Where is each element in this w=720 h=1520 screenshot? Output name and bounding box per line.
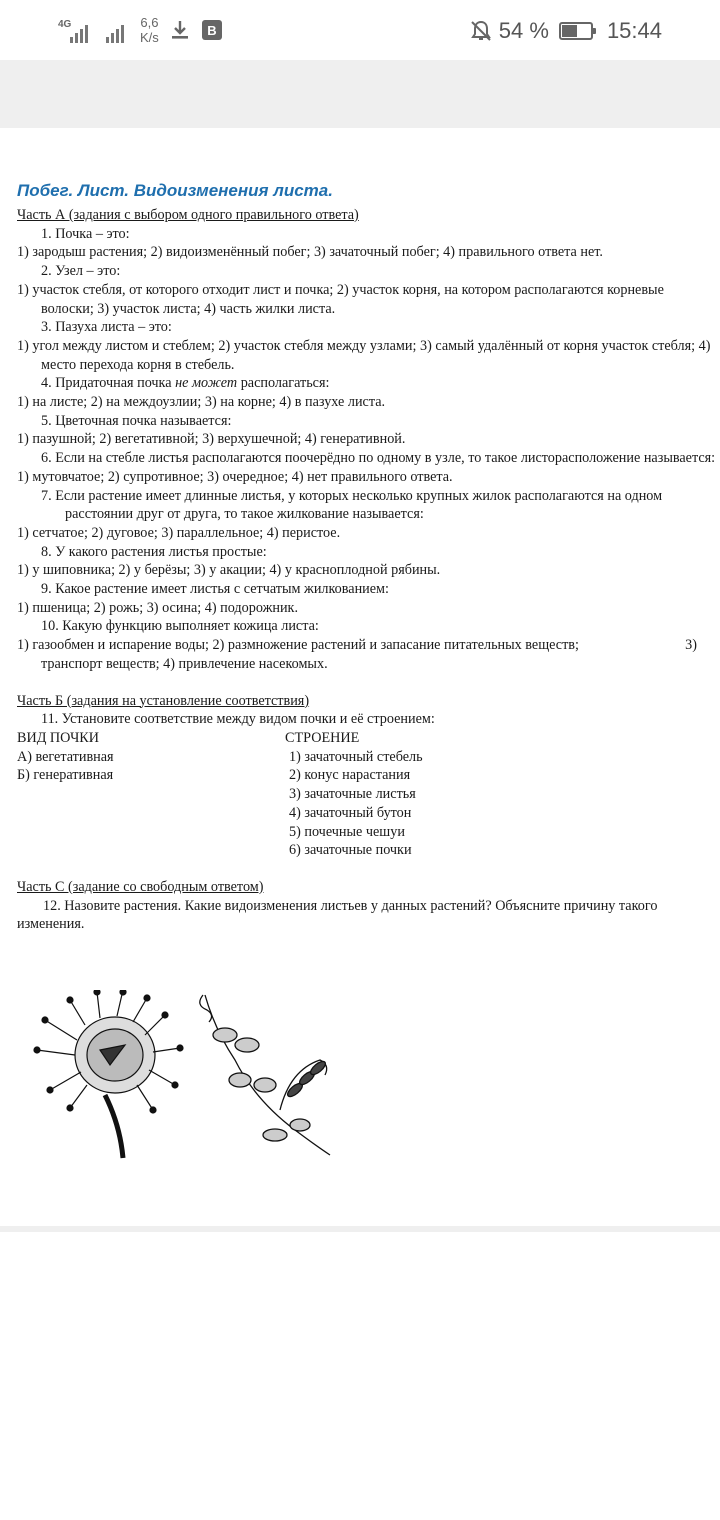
battery-percent: 54 % bbox=[498, 18, 549, 43]
question: 11. Установите соответствие между видом почки и её строением: bbox=[41, 711, 435, 728]
page-title: Побег. Лист. Видоизменения листа. bbox=[17, 181, 333, 200]
svg-text:B: B bbox=[207, 23, 217, 38]
answer-options: 1) участок стебля, от которого отходит лист и почка; 2) участок корня, на котором располагаются корневые волоски; 3) участок листа; 4) часть жилки листа. bbox=[17, 281, 664, 317]
signal-icon bbox=[58, 17, 94, 43]
part-a-heading: Часть А (задания с выбором одного правильного ответа) bbox=[17, 207, 359, 223]
part-b-heading: Часть Б (задания на установление соответствия) bbox=[17, 692, 310, 709]
list-item: Б) генеративная bbox=[17, 767, 114, 784]
question: 1. Почка – это: bbox=[41, 225, 130, 242]
question: 7. Если растение имеет длинные листья, у которых несколько крупных жилок располагаются на одном расстоянии друг от друга, то такое жилкование называется: bbox=[41, 487, 663, 523]
network-type: 4G bbox=[58, 19, 72, 30]
sundew-drawing bbox=[34, 990, 183, 1158]
question: 6. Если на стебле листья располагаются поочерёдно по одному в узле, то такое листорасположение называется: bbox=[41, 450, 716, 467]
battery-icon bbox=[559, 22, 593, 40]
question: 8. У какого растения листья простые: bbox=[41, 543, 267, 560]
list-item: 4) зачаточный бутон bbox=[289, 804, 412, 821]
list-item: 5) почечные чешуи bbox=[289, 823, 405, 840]
status-right bbox=[469, 14, 662, 48]
pea-tendril-drawing bbox=[200, 995, 330, 1155]
question: 2. Узел – это: bbox=[41, 263, 121, 280]
toolbar-area bbox=[0, 60, 720, 128]
plant-drawings bbox=[25, 990, 345, 1160]
column-header: СТРОЕНИЕ bbox=[285, 729, 360, 746]
bottom-divider bbox=[0, 1226, 720, 1232]
list-item: 2) конус нарастания bbox=[289, 767, 411, 784]
column-header: ВИД ПОЧКИ bbox=[17, 729, 100, 746]
structure-column bbox=[285, 729, 717, 860]
answer-options: 1) на листе; 2) на междоузлии; 3) на корне; 4) в пазухе листа. bbox=[17, 394, 386, 411]
question: 4. Придаточная почка не может располагаться: bbox=[41, 375, 330, 392]
signal-icon bbox=[104, 17, 130, 43]
status-left bbox=[58, 12, 223, 48]
question: 5. Цветочная почка называется: bbox=[41, 412, 232, 429]
worksheet-document bbox=[17, 180, 717, 934]
mute-icon bbox=[469, 19, 493, 43]
answer-options: 1) у шиповника; 2) у берёзы; 3) у акации; 4) у красноплодной рябины. bbox=[17, 562, 441, 579]
status-bar bbox=[0, 0, 720, 60]
answer-options: 1) пазушной; 2) вегетативной; 3) верхушечной; 4) генеративной. bbox=[17, 431, 406, 448]
question: 10. Какую функцию выполняет кожица листа: bbox=[41, 618, 319, 635]
question: 9. Какое растение имеет листья с сетчатым жилкованием: bbox=[41, 581, 389, 598]
matching-table bbox=[17, 729, 717, 860]
answer-options: 1) сетчатое; 2) дуговое; 3) параллельное; 4) перистое. bbox=[17, 524, 341, 541]
question: 12. Назовите растения. Какие видоизменения листьев у данных растений? Объясните причину такого изменения. bbox=[17, 897, 658, 933]
list-item: 6) зачаточные почки bbox=[289, 842, 412, 859]
answer-options: 1) угол между листом и стеблем; 2) участок стебля между узлами; 3) самый удалённый от корня участок стебля; 4) место перехода корня в стебель. bbox=[17, 337, 711, 373]
part-c-heading: Часть С (задание со свободным ответом) bbox=[17, 878, 264, 895]
answer-options: 1) зародыш растения; 2) видоизменённый побег; 3) зачаточный побег; 4) правильного ответа нет. bbox=[17, 244, 603, 261]
question: 3. Пазуха листа – это: bbox=[41, 319, 172, 336]
clock: 15:44 bbox=[606, 18, 662, 43]
download-icon bbox=[169, 19, 191, 41]
answer-options: 1) газообмен и испарение воды; 2) размножение растений и запасание питательных веществ; 3) транспорт веществ; 4) привлечение насекомых. bbox=[17, 637, 697, 672]
list-item: А) вегетативная bbox=[17, 748, 114, 765]
answer-options: 1) мутовчатое; 2) супротивное; 3) очередное; 4) нет правильного ответа. bbox=[17, 468, 453, 485]
bud-type-column bbox=[17, 729, 285, 860]
vk-icon bbox=[201, 19, 223, 41]
list-item: 1) зачаточный стебель bbox=[289, 748, 423, 765]
answer-options: 1) пшеница; 2) рожь; 3) осина; 4) подорожник. bbox=[17, 599, 298, 616]
network-speed: 6,6 K/s bbox=[140, 15, 159, 45]
list-item: 3) зачаточные листья bbox=[289, 786, 416, 803]
